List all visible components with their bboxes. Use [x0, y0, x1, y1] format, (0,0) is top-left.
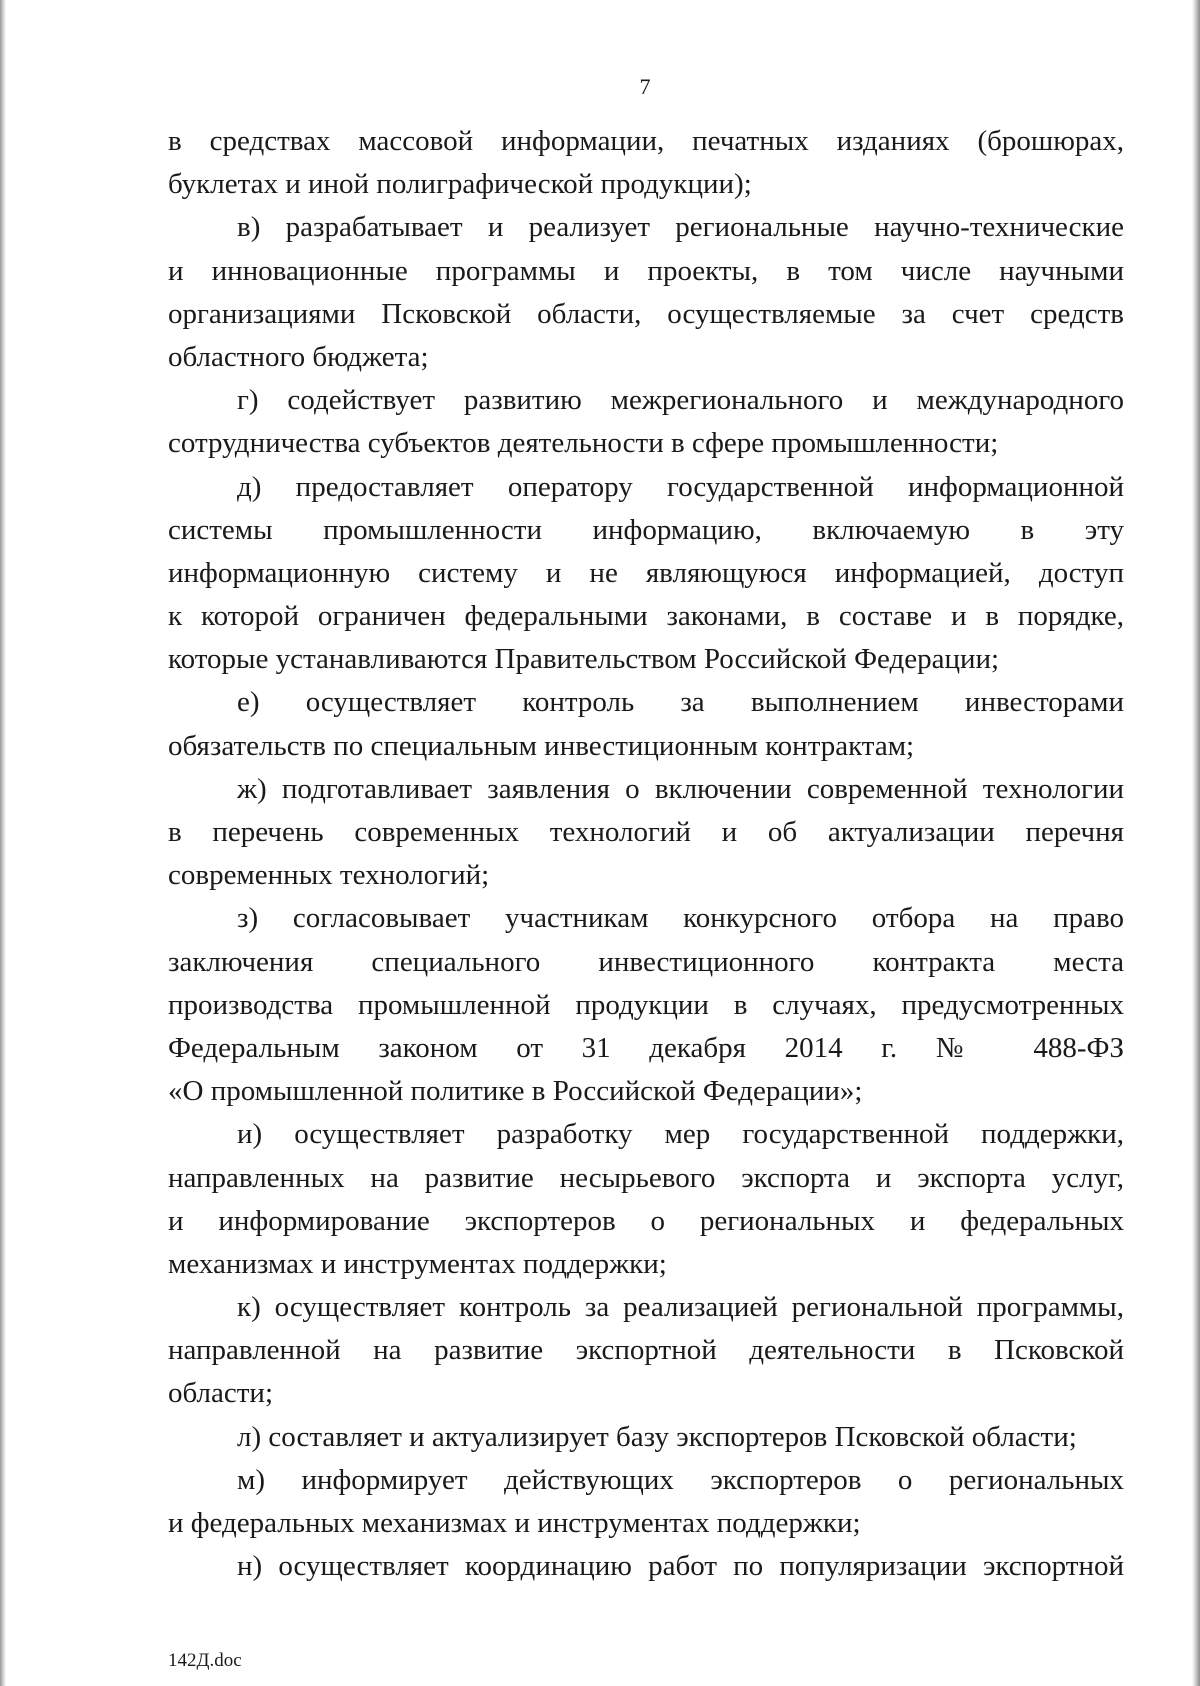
- text-line: в перечень современных технологий и об актуализации перечня: [168, 816, 1124, 848]
- text-line: и информирование экспортеров о региональных и федеральных: [168, 1204, 1124, 1237]
- text-line: «О промышленной политике в Российской Федерации»;: [168, 1075, 863, 1108]
- paragraph-p10: [168, 1459, 1124, 1545]
- paragraph-p1: [168, 206, 1124, 379]
- text-line: и инновационные программы и проекты, в том числе научными: [168, 254, 1124, 287]
- text-line: л) составляет и актуализирует базу экспортеров Псковской области;: [237, 1420, 1077, 1453]
- footer-doc-name: 142Д.doc: [168, 1650, 242, 1671]
- paragraph-p11: [168, 1545, 1124, 1588]
- text-line: Федеральным законом от 31 декабря 2014 г. № 488-ФЗ: [168, 1031, 1124, 1064]
- text-line: направленной на развитие экспортной деятельности в Псковской: [168, 1334, 1124, 1367]
- text-line: областного бюджета;: [168, 340, 429, 373]
- text-line: и) осуществляет разработку мер государственной поддержки,: [237, 1118, 1124, 1151]
- paragraph-p2: [168, 379, 1124, 465]
- text-line: заключения специального инвестиционного контракта места: [168, 945, 1124, 978]
- text-line: в) разрабатывает и реализует региональные научно-технические: [237, 211, 1124, 244]
- text-line: современных технологий;: [168, 859, 490, 892]
- paragraph-p0: [168, 120, 1124, 206]
- text-line: организациями Псковской области, осуществляемые за счет средств: [168, 297, 1124, 330]
- text-line: н) осуществляет координацию работ по популяризации экспортной: [237, 1550, 1124, 1583]
- text-line: производства промышленной продукции в случаях, предусмотренных: [168, 988, 1124, 1021]
- text-line: области;: [168, 1377, 273, 1410]
- paragraph-p3: [168, 466, 1124, 682]
- paragraph-p5: [168, 768, 1124, 898]
- text-line: ж) подготавливает заявления о включении современной технологии: [237, 772, 1124, 805]
- text-line: к которой ограничен федеральными законами, в составе и в порядке,: [168, 600, 1124, 633]
- text-line: системы промышленности информацию, включаемую в эту: [168, 513, 1124, 546]
- text-line: обязательств по специальным инвестиционным контрактам;: [168, 729, 915, 762]
- text-line: сотрудничества субъектов деятельности в сфере промышленности;: [168, 427, 999, 460]
- text-line: направленных на развитие несырьевого экспорта и экспорта услуг,: [168, 1161, 1124, 1194]
- text-line: д) предоставляет оператору государственной информационной: [237, 470, 1124, 503]
- scan-edge-left: [0, 0, 6, 1686]
- text-line: в средствах массовой информации, печатных изданиях (брошюрах,: [168, 125, 1124, 157]
- text-line: е) осуществляет контроль за выполнением инвесторами: [237, 686, 1124, 719]
- scan-edge-right: [1192, 0, 1200, 1686]
- text-line: г) содействует развитию межрегионального и международного: [237, 384, 1124, 417]
- text-line: к) осуществляет контроль за реализацией региональной программы,: [237, 1291, 1124, 1324]
- text-line: механизмах и инструментах поддержки;: [168, 1247, 667, 1280]
- document-body: [168, 120, 1124, 1588]
- paragraph-p4: [168, 681, 1124, 767]
- text-line: информационную систему и не являющуюся информацией, доступ: [168, 556, 1124, 589]
- paragraph-p9: [168, 1416, 1124, 1459]
- paragraph-p7: [168, 1113, 1124, 1286]
- page-number: 7: [639, 74, 651, 99]
- paragraph-p6: [168, 897, 1124, 1113]
- text-line: з) согласовывает участникам конкурсного отбора на право: [237, 902, 1124, 935]
- text-line: буклетах и иной полиграфической продукции);: [168, 168, 752, 201]
- paragraph-p8: [168, 1286, 1124, 1416]
- text-line: м) информирует действующих экспортеров о региональных: [237, 1463, 1124, 1496]
- text-line: и федеральных механизмах и инструментах поддержки;: [168, 1507, 861, 1539]
- text-line: которые устанавливаются Правительством Российской Федерации;: [168, 643, 1000, 676]
